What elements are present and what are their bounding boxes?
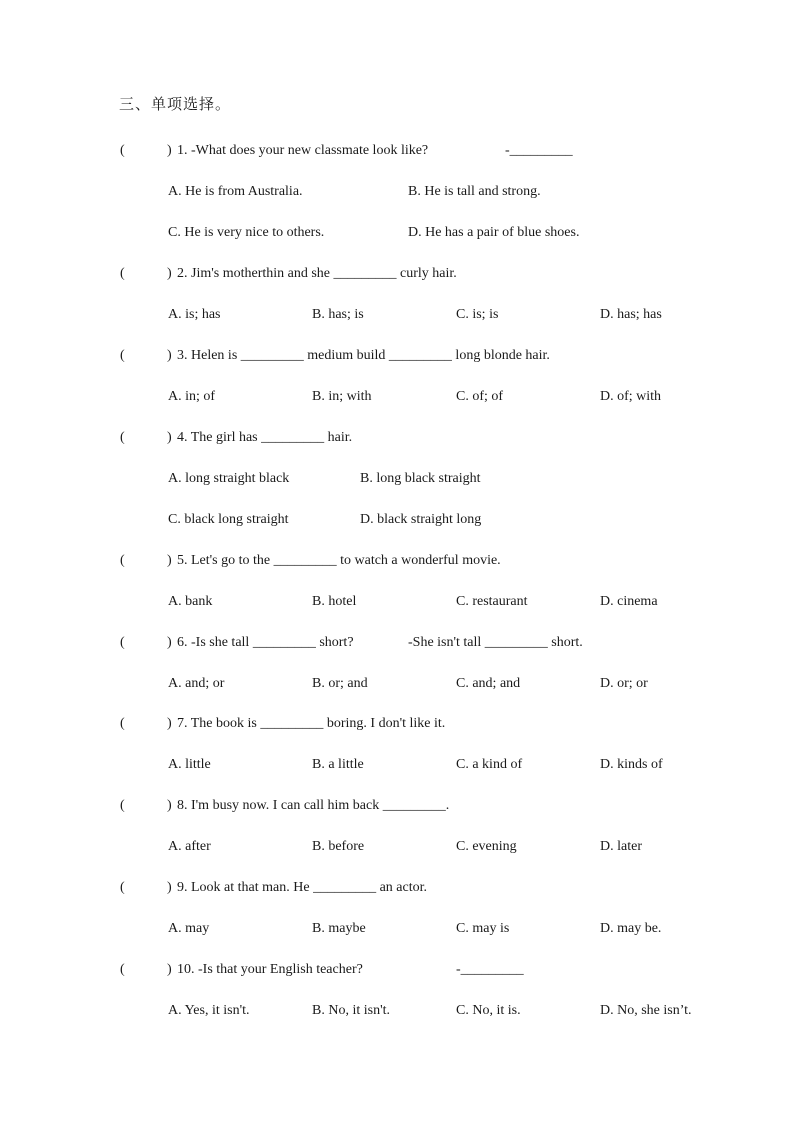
- options-row-1: [168, 182, 768, 202]
- question-4: [0, 428, 794, 527]
- option-d: D. has; has: [600, 307, 662, 322]
- question-text: 9. Look at that man. He _________ an actor.: [177, 880, 427, 895]
- option-c: C. a kind of: [456, 757, 523, 772]
- option-b: B. in; with: [312, 389, 372, 404]
- question-reply: -_________: [505, 143, 573, 158]
- answer-paren-close: ): [167, 553, 172, 568]
- option-c: C. of; of: [456, 389, 504, 404]
- option-d: D. later: [600, 839, 642, 854]
- answer-paren-close: ): [167, 880, 172, 895]
- option-c: C. evening: [456, 839, 517, 854]
- answer-paren-open: (: [120, 553, 125, 568]
- answer-paren-close: ): [167, 635, 172, 650]
- question-9: [0, 878, 794, 960]
- option-a: A. Yes, it isn't.: [168, 1003, 250, 1018]
- question-1: [0, 141, 794, 240]
- option-b: B. a little: [312, 757, 364, 772]
- option-d: D. kinds of: [600, 757, 663, 772]
- answer-paren-open: (: [120, 635, 125, 650]
- question-text: 1. -What does your new classmate look like?: [177, 143, 429, 158]
- option-d: D. cinema: [600, 594, 658, 609]
- answer-paren-open: (: [120, 348, 125, 363]
- question-8: [0, 796, 794, 878]
- option-d: D. No, she isn’t.: [600, 1003, 692, 1018]
- option-c: C. black long straight: [168, 512, 289, 527]
- option-c: C. is; is: [456, 307, 499, 322]
- option-a: A. bank: [168, 594, 213, 609]
- option-b: B. long black straight: [360, 471, 481, 486]
- option-b: B. maybe: [312, 921, 366, 936]
- option-a: A. and; or: [168, 676, 225, 691]
- option-b: B. hotel: [312, 594, 357, 609]
- option-c: C. No, it is.: [456, 1003, 521, 1018]
- option-a: A. may: [168, 921, 210, 936]
- option-b: B. He is tall and strong.: [408, 184, 541, 199]
- options-row: [168, 755, 768, 775]
- question-text: 8. I'm busy now. I can call him back _________.: [177, 798, 450, 813]
- option-c: C. may is: [456, 921, 510, 936]
- option-d: D. of; with: [600, 389, 662, 404]
- answer-paren-close: ): [167, 430, 172, 445]
- section-title: 三、单项选择。: [119, 95, 232, 113]
- options-row: [168, 837, 768, 857]
- question-text: 7. The book is _________ boring. I don't like it.: [177, 716, 446, 731]
- answer-paren-open: (: [120, 430, 125, 445]
- answer-paren-close: ): [167, 266, 172, 281]
- options-row-1: [168, 469, 768, 489]
- option-d: D. He has a pair of blue shoes.: [408, 225, 580, 240]
- option-a: A. little: [168, 757, 211, 772]
- answer-paren-open: (: [120, 798, 125, 813]
- options-row-2: [168, 510, 768, 530]
- answer-paren-open: (: [120, 962, 125, 977]
- options-row-2: [168, 223, 768, 243]
- question-text: 6. -Is she tall _________ short?: [177, 635, 354, 650]
- answer-paren-open: (: [120, 143, 125, 158]
- answer-paren-close: ): [167, 962, 172, 977]
- answer-paren-close: ): [167, 143, 172, 158]
- answer-paren-open: (: [120, 880, 125, 895]
- question-5: [0, 551, 794, 633]
- options-row: [168, 305, 768, 325]
- option-a: A. in; of: [168, 389, 216, 404]
- option-c: C. He is very nice to others.: [168, 225, 325, 240]
- question-text: 3. Helen is _________ medium build _________ long blonde hair.: [177, 348, 550, 363]
- option-d: D. black straight long: [360, 512, 482, 527]
- option-a: A. is; has: [168, 307, 221, 322]
- answer-paren-open: (: [120, 716, 125, 731]
- option-a: A. after: [168, 839, 211, 854]
- options-row: [168, 387, 768, 407]
- question-text: 4. The girl has _________ hair.: [177, 430, 353, 445]
- question-text: 2. Jim's motherthin and she _________ curly hair.: [177, 266, 457, 281]
- option-b: B. has; is: [312, 307, 364, 322]
- question-6: [0, 633, 794, 715]
- question-reply: -_________: [456, 962, 524, 977]
- answer-paren-close: ): [167, 716, 172, 731]
- answer-paren-close: ): [167, 798, 172, 813]
- question-3: [0, 346, 794, 428]
- options-row: [168, 674, 768, 694]
- question-7: [0, 714, 794, 796]
- option-a: A. He is from Australia.: [168, 184, 303, 199]
- options-row: [168, 592, 768, 612]
- question-text: 5. Let's go to the _________ to watch a wonderful movie.: [177, 553, 501, 568]
- option-d: D. or; or: [600, 676, 648, 691]
- option-b: B. or; and: [312, 676, 368, 691]
- option-d: D. may be.: [600, 921, 662, 936]
- question-reply: -She isn't tall _________ short.: [408, 635, 583, 650]
- answer-paren-open: (: [120, 266, 125, 281]
- option-b: B. before: [312, 839, 365, 854]
- question-2: [0, 264, 794, 346]
- options-row: [168, 919, 768, 939]
- question-text: 10. -Is that your English teacher?: [177, 962, 363, 977]
- options-row: [168, 1001, 768, 1021]
- question-10: [0, 960, 794, 1042]
- option-c: C. and; and: [456, 676, 521, 691]
- answer-paren-close: ): [167, 348, 172, 363]
- option-a: A. long straight black: [168, 471, 290, 486]
- option-c: C. restaurant: [456, 594, 528, 609]
- option-b: B. No, it isn't.: [312, 1003, 390, 1018]
